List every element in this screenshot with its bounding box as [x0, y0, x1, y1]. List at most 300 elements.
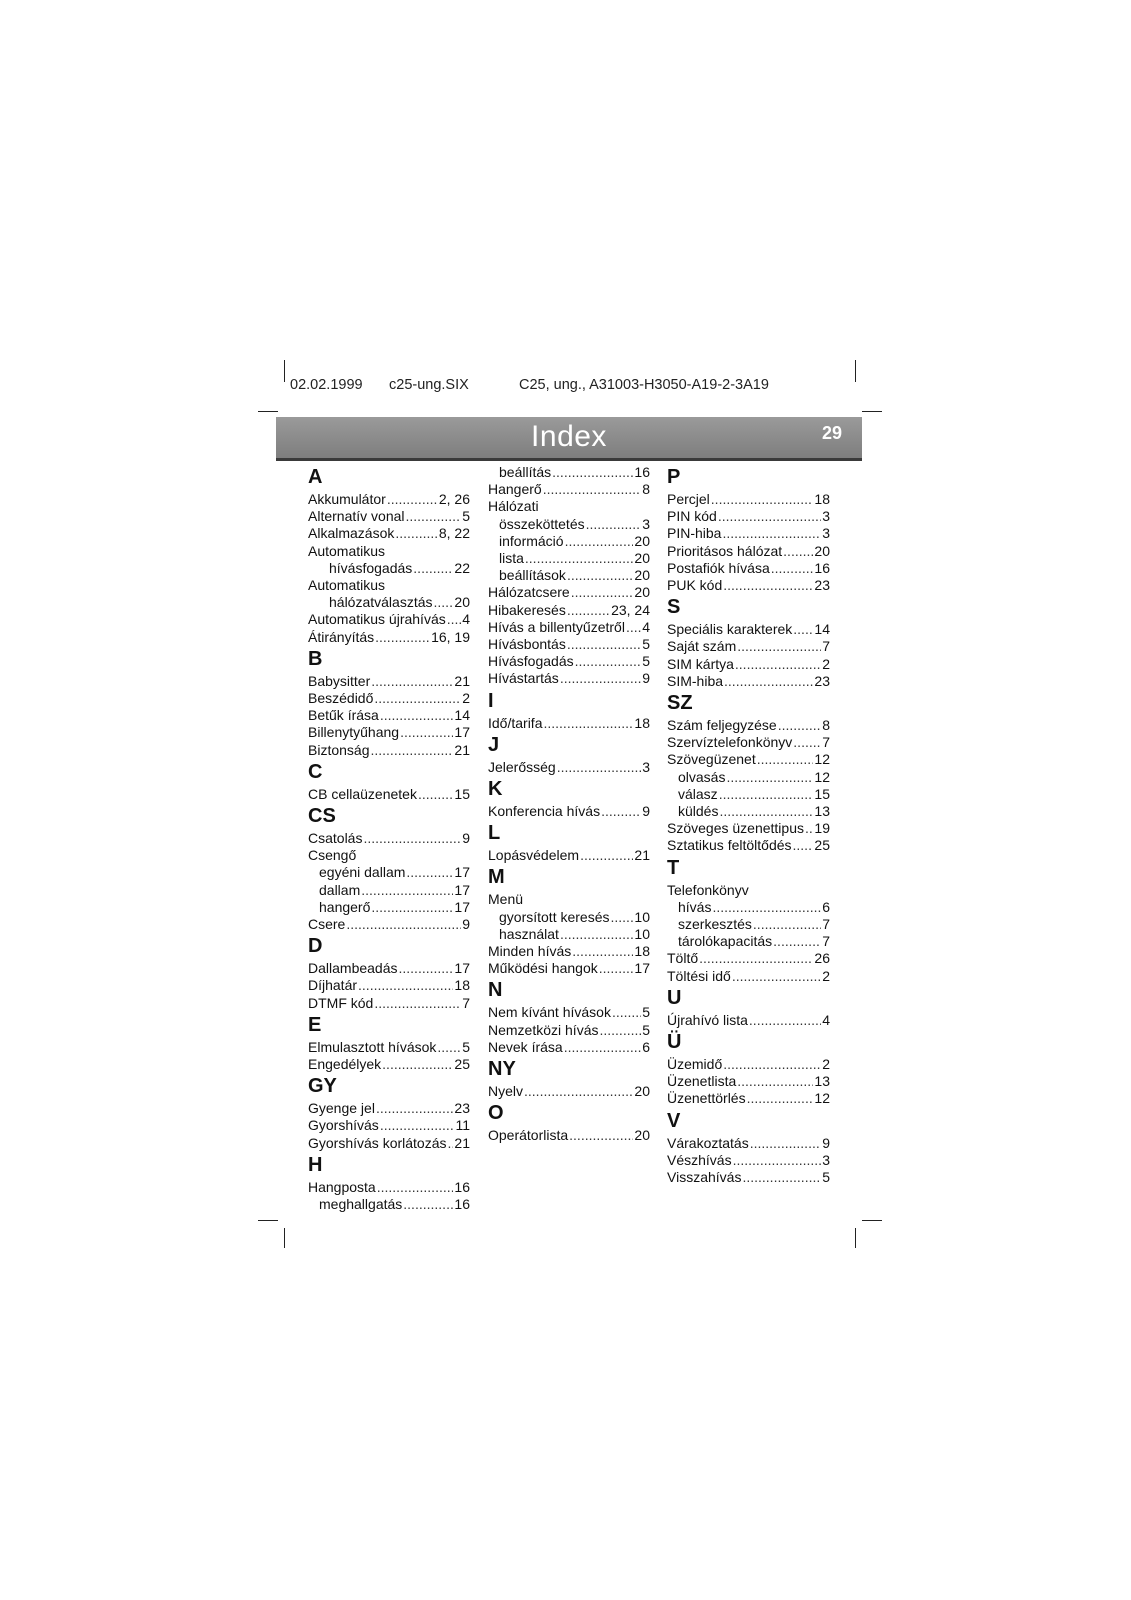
index-entry — [667, 1012, 830, 1029]
index-entry — [488, 803, 650, 820]
index-term: Töltő — [667, 950, 699, 967]
dot-leader — [773, 933, 821, 950]
index-term: összeköttetés — [499, 515, 585, 532]
index-page-number: 2 — [822, 1056, 830, 1073]
index-term: Telefonkönyv — [667, 881, 749, 898]
page-title: Index — [531, 420, 607, 453]
index-page-number: 3 — [822, 1151, 830, 1168]
index-entry — [308, 786, 470, 803]
index-entry — [488, 602, 650, 619]
index-entry — [308, 673, 470, 690]
dot-leader — [437, 1039, 461, 1056]
index-page-number: 18 — [814, 491, 830, 507]
dot-leader — [346, 916, 461, 933]
index-term: SIM kártya — [667, 655, 734, 672]
index-term: Üzenetlista — [667, 1073, 737, 1090]
index-entry — [667, 1135, 830, 1152]
index-entry — [488, 550, 650, 567]
dot-leader — [560, 926, 633, 943]
index-section-letter: E — [308, 1013, 322, 1036]
dot-leader — [564, 1039, 642, 1056]
dot-leader — [793, 621, 813, 638]
dot-leader — [601, 803, 641, 820]
dot-leader — [543, 715, 633, 732]
dot-leader — [418, 786, 453, 803]
index-entry — [488, 670, 650, 687]
index-entry — [488, 1127, 650, 1144]
index-page-number: 4 — [642, 618, 650, 635]
index-term: hangerő — [319, 898, 371, 915]
index-entry — [667, 786, 830, 803]
index-entry — [488, 653, 650, 670]
index-term: Billenytyűhang — [308, 724, 400, 741]
crop-mark — [862, 411, 882, 412]
index-title-bar — [276, 417, 862, 461]
index-group-heading — [308, 577, 470, 594]
dot-leader — [733, 1152, 822, 1169]
dot-leader — [757, 751, 814, 768]
dot-leader — [723, 577, 813, 594]
index-page-number: 20 — [634, 1127, 650, 1144]
index-page-number: 15 — [454, 785, 470, 802]
index-entry — [667, 1056, 830, 1073]
dot-leader — [711, 491, 814, 508]
dot-leader — [543, 481, 642, 498]
index-term: Alkalmazások — [308, 525, 395, 542]
index-entry — [667, 508, 830, 525]
index-entry — [667, 491, 830, 508]
index-entry — [667, 1090, 830, 1107]
index-page-number: 16 — [814, 559, 830, 576]
index-page-number: 8 — [822, 717, 830, 734]
dot-leader — [783, 543, 813, 560]
index-page-number: 5 — [822, 1169, 830, 1186]
index-page-number: 21 — [454, 741, 470, 758]
index-term: Csere — [308, 916, 346, 933]
index-section-letter: O — [488, 1102, 504, 1125]
dot-leader — [358, 977, 453, 994]
index-term: Hívásfogadás — [488, 653, 574, 670]
index-section-letter: J — [488, 733, 500, 756]
index-term: Újrahívó lista — [667, 1011, 748, 1028]
index-term: PUK kód — [667, 577, 723, 594]
crop-mark — [284, 360, 285, 382]
dot-leader — [572, 943, 633, 960]
index-entry — [667, 734, 830, 751]
index-entry — [308, 977, 470, 994]
index-page-number: 22 — [454, 559, 470, 576]
index-page-number: 7 — [822, 933, 830, 950]
index-page-number: 17 — [454, 724, 470, 741]
index-term: Hívástartás — [488, 670, 559, 687]
index-entry — [308, 916, 470, 933]
index-page-number: 23, 24 — [611, 601, 650, 618]
index-entry — [308, 742, 470, 759]
dot-leader — [569, 1127, 633, 1144]
index-page-number: 6 — [822, 898, 830, 915]
index-section-letter: S — [667, 596, 681, 619]
index-entry — [308, 882, 470, 899]
index-entry — [488, 533, 650, 550]
index-term: Hálózatcsere — [488, 584, 570, 601]
index-term: küldés — [678, 803, 719, 820]
index-entry — [488, 909, 650, 926]
index-entry — [308, 995, 470, 1012]
index-term: beállítások — [499, 567, 566, 584]
index-entry — [308, 1196, 470, 1213]
index-term: Hívás a billentyűzetről — [488, 618, 625, 635]
index-group-heading — [308, 847, 470, 864]
index-page-number: 23 — [454, 1100, 470, 1117]
index-page-number: 8, 22 — [438, 525, 470, 542]
index-term: Menü — [488, 891, 524, 908]
index-entry — [308, 1179, 470, 1196]
index-term: Hibakeresés — [488, 601, 566, 618]
index-entry — [488, 1083, 650, 1100]
index-term: olvasás — [678, 768, 726, 785]
dot-leader — [793, 837, 814, 854]
index-term: Üzemidő — [667, 1056, 723, 1073]
index-page-number: 7 — [822, 638, 830, 655]
index-entry — [667, 543, 830, 560]
dot-leader — [525, 550, 634, 567]
index-page-number: 5 — [462, 1038, 470, 1055]
index-section-letter: A — [308, 466, 323, 488]
index-term: Postafiók hívása — [667, 559, 770, 576]
index-term: Saját szám — [667, 638, 737, 655]
dot-leader — [567, 636, 641, 653]
index-entry — [488, 759, 650, 776]
index-section-letter: B — [308, 647, 323, 670]
index-section-letter: Ü — [667, 1031, 682, 1054]
dot-leader — [395, 525, 437, 542]
dot-leader — [406, 508, 462, 525]
index-term: gyorsított keresés — [499, 908, 610, 925]
index-entry — [308, 491, 470, 508]
index-page-number: 9 — [822, 1134, 830, 1151]
index-entry — [308, 1056, 470, 1073]
index-term: Szám feljegyzése — [667, 717, 777, 734]
index-term: Jelerősség — [488, 758, 556, 775]
index-entry — [488, 847, 650, 864]
index-term: Szervíztelefonkönyv — [667, 734, 793, 751]
index-entry — [308, 594, 470, 611]
dot-leader — [371, 899, 453, 916]
index-section-letter: D — [308, 935, 323, 958]
dot-leader — [447, 611, 461, 628]
crop-mark — [855, 360, 856, 382]
index-term: Nem kívánt hívások — [488, 1004, 611, 1021]
index-term: Nemzetközi hívás — [488, 1021, 599, 1038]
index-term: hívás — [678, 898, 712, 915]
index-term: Működési hangok — [488, 960, 598, 977]
index-section-letter: M — [488, 866, 505, 889]
dot-leader — [387, 491, 438, 508]
index-page-number: 14 — [814, 621, 830, 638]
dot-leader — [735, 656, 821, 673]
index-term: hálózatválasztás — [329, 594, 433, 611]
index-entry — [308, 1100, 470, 1117]
index-entry — [667, 717, 830, 734]
index-page-number: 3 — [822, 525, 830, 542]
dot-leader — [599, 960, 634, 977]
index-column-3 — [667, 464, 830, 1186]
index-page-number: 12 — [814, 768, 830, 785]
index-page-number: 25 — [454, 1056, 470, 1073]
index-page-number: 17 — [634, 960, 650, 977]
index-term: használat — [499, 925, 559, 942]
index-entry — [667, 1073, 830, 1090]
dot-leader — [382, 1056, 453, 1073]
dot-leader — [567, 602, 610, 619]
index-entry — [308, 611, 470, 628]
index-page-number: 18 — [634, 714, 650, 731]
index-entry — [308, 690, 470, 707]
index-section-letter: NY — [488, 1058, 516, 1081]
index-page-number: 23 — [814, 577, 830, 594]
index-term: CB cellaüzenetek — [308, 785, 417, 802]
index-page-number: 20 — [814, 542, 830, 559]
index-section-letter: U — [667, 986, 682, 1009]
index-page-number: 17 — [454, 864, 470, 881]
index-term: Nevek írása — [488, 1038, 563, 1055]
index-term: Lopásvédelem — [488, 847, 580, 864]
dot-leader — [586, 516, 642, 533]
index-page-number: 2, 26 — [438, 491, 470, 507]
index-page-number: 9 — [642, 803, 650, 820]
dot-leader — [612, 1004, 641, 1021]
index-term: Akkumulátor — [308, 491, 386, 507]
index-entry — [488, 715, 650, 732]
index-group-heading — [488, 891, 650, 908]
index-page-number: 10 — [634, 925, 650, 942]
index-term: válasz — [678, 785, 718, 802]
index-entry — [667, 560, 830, 577]
dot-leader — [374, 995, 461, 1012]
index-section-letter: CS — [308, 805, 336, 828]
index-page-number: 9 — [462, 916, 470, 933]
dot-leader — [737, 638, 821, 655]
index-term: Visszahívás — [667, 1169, 742, 1186]
index-page-number: 23 — [814, 672, 830, 689]
index-entry — [488, 943, 650, 960]
index-term: beállítás — [499, 464, 552, 480]
dot-leader — [377, 1179, 454, 1196]
index-entry — [667, 638, 830, 655]
index-entry — [308, 1039, 470, 1056]
dot-leader — [380, 707, 454, 724]
index-page-number: 6 — [642, 1038, 650, 1055]
dot-leader — [557, 759, 642, 776]
dot-leader — [434, 594, 454, 611]
crop-mark — [258, 1220, 278, 1221]
index-page-number: 5 — [642, 1021, 650, 1038]
index-entry — [308, 1117, 470, 1134]
index-entry — [488, 960, 650, 977]
dot-leader — [406, 864, 453, 881]
dot-leader — [742, 1169, 821, 1186]
index-entry — [667, 525, 830, 542]
index-term: Konferencia hívás — [488, 803, 601, 820]
index-term: PIN kód — [667, 508, 717, 525]
dot-leader — [448, 1135, 454, 1152]
index-page-number: 13 — [814, 1073, 830, 1090]
index-page-number: 4 — [462, 611, 470, 628]
index-page-number: 2 — [462, 690, 470, 707]
dot-leader — [571, 584, 634, 601]
index-term: Engedélyek — [308, 1056, 382, 1073]
index-entry — [308, 960, 470, 977]
index-page-number: 4 — [822, 1011, 830, 1028]
index-page-number: 10 — [634, 908, 650, 925]
crop-mark — [855, 1228, 856, 1248]
index-page-number: 3 — [642, 758, 650, 775]
crop-mark — [862, 1220, 882, 1221]
dot-leader — [747, 1090, 814, 1107]
index-term: PIN-hiba — [667, 525, 722, 542]
index-entry — [308, 864, 470, 881]
index-page-number: 9 — [462, 830, 470, 847]
dot-leader — [724, 673, 813, 690]
index-section-letter: SZ — [667, 692, 693, 715]
index-page-number: 26 — [814, 950, 830, 967]
dot-leader — [750, 1135, 821, 1152]
header-document-code: C25, ung., A31003-H3050-A19-2-3A19 — [519, 377, 769, 393]
index-entry — [667, 751, 830, 768]
crop-mark — [284, 1228, 285, 1248]
dot-leader — [719, 786, 814, 803]
index-page-number: 2 — [822, 655, 830, 672]
index-term: SIM-hiba — [667, 672, 724, 689]
index-term: Operátorlista — [488, 1127, 569, 1144]
index-entry — [308, 525, 470, 542]
index-section-letter: V — [667, 1109, 681, 1132]
index-entry — [488, 926, 650, 943]
dot-leader — [737, 1073, 813, 1090]
index-page-number: 18 — [454, 977, 470, 994]
index-entry — [308, 560, 470, 577]
dot-leader — [370, 742, 453, 759]
index-page-number: 16 — [454, 1178, 470, 1195]
index-term: Dallambeadás — [308, 960, 398, 977]
index-page-number: 7 — [822, 734, 830, 751]
index-term: Minden hívás — [488, 943, 572, 960]
index-page-number: 17 — [454, 898, 470, 915]
dot-leader — [400, 724, 453, 741]
index-entry — [667, 673, 830, 690]
index-page-number: 5 — [642, 653, 650, 670]
index-entry — [667, 899, 830, 916]
index-term: Betűk írása — [308, 707, 379, 724]
index-entry — [488, 1022, 650, 1039]
dot-leader — [363, 830, 461, 847]
index-term: Díjhatár — [308, 977, 358, 994]
index-term: Prioritásos hálózat — [667, 542, 783, 559]
index-column-1 — [308, 464, 470, 1213]
index-entry — [667, 621, 830, 638]
index-page-number: 20 — [634, 550, 650, 567]
index-entry — [488, 464, 650, 481]
index-group-heading — [667, 882, 830, 899]
dot-leader — [726, 769, 813, 786]
index-entry — [488, 636, 650, 653]
index-page-number: 20 — [634, 567, 650, 584]
dot-leader — [712, 899, 821, 916]
index-term: dallam — [319, 881, 361, 898]
dot-leader — [732, 968, 821, 985]
index-entry — [308, 899, 470, 916]
index-entry — [308, 707, 470, 724]
index-term: Automatikus újrahívás — [308, 611, 446, 628]
index-group-heading — [488, 498, 650, 515]
index-term: Babysitter — [308, 672, 371, 689]
dot-leader — [718, 508, 821, 525]
index-entry — [488, 1039, 650, 1056]
dot-leader — [376, 1100, 453, 1117]
dot-leader — [560, 670, 641, 687]
index-entry — [488, 567, 650, 584]
index-term: Üzenettörlés — [667, 1090, 746, 1107]
index-term: Gyenge jel — [308, 1100, 375, 1117]
index-page-number: 21 — [634, 847, 650, 864]
index-entry — [667, 916, 830, 933]
dot-leader — [626, 619, 641, 636]
index-section-letter: C — [308, 760, 323, 783]
dot-leader — [565, 533, 634, 550]
index-term: Átirányítás — [308, 628, 375, 645]
index-page-number: 3 — [822, 508, 830, 525]
index-term: Hálózati — [488, 498, 539, 515]
index-page-number: 12 — [814, 751, 830, 768]
index-entry — [488, 1004, 650, 1021]
index-section-letter: GY — [308, 1075, 337, 1098]
index-page-number: 5 — [462, 508, 470, 525]
index-term: Nyelv — [488, 1083, 524, 1100]
index-entry — [308, 724, 470, 741]
dot-leader — [374, 690, 461, 707]
index-term: Elmulasztott hívások — [308, 1038, 437, 1055]
dot-leader — [723, 1056, 821, 1073]
index-term: Idő/tarifa — [488, 714, 543, 731]
dot-leader — [778, 717, 821, 734]
index-term: Hangerő — [488, 481, 542, 498]
index-entry — [667, 769, 830, 786]
index-page-number: 16 — [454, 1196, 470, 1213]
index-column-2 — [488, 464, 650, 1144]
index-term: meghallgatás — [319, 1196, 403, 1213]
dot-leader — [567, 567, 633, 584]
dot-leader — [749, 1012, 821, 1029]
index-entry — [667, 1169, 830, 1186]
index-term: Csatolás — [308, 830, 363, 847]
index-page-number: 21 — [454, 1134, 470, 1151]
index-entry — [667, 950, 830, 967]
index-page-number: 7 — [462, 994, 470, 1011]
header-date: 02.02.1999 — [290, 377, 363, 393]
index-page-number: 20 — [634, 1083, 650, 1100]
dot-leader — [371, 673, 453, 690]
index-term: Gyorshívás korlátozás — [308, 1134, 447, 1151]
dot-leader — [413, 560, 453, 577]
dot-leader — [524, 1083, 633, 1100]
index-entry — [488, 619, 650, 636]
dot-leader — [805, 820, 813, 837]
index-term: Szöveges üzenettipus — [667, 820, 804, 837]
index-term: Várakoztatás — [667, 1134, 749, 1151]
index-entry — [308, 830, 470, 847]
dot-leader — [722, 525, 821, 542]
index-term: hívásfogadás — [329, 559, 413, 576]
